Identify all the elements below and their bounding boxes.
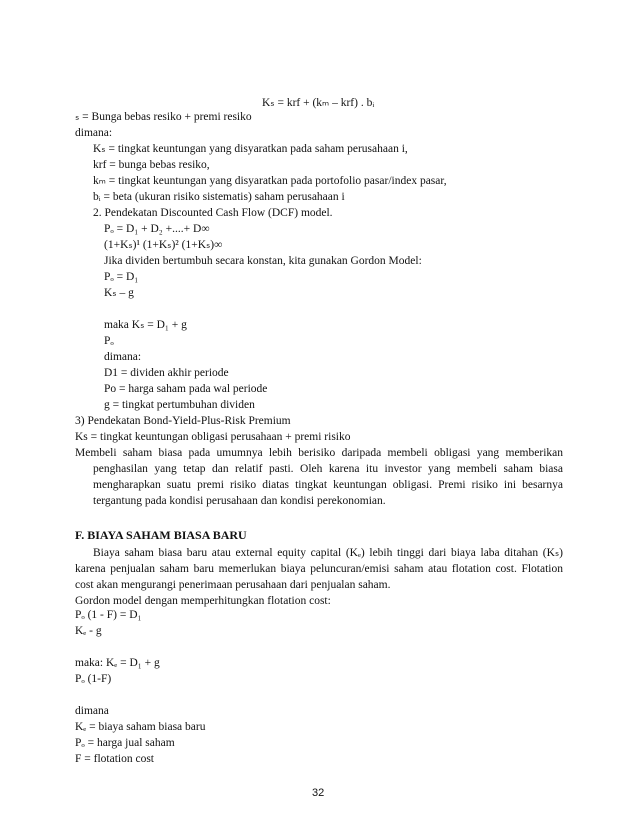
bond-yield-formula: Ks = tingkat keuntungan obligasi perusahaan + premi risiko (75, 431, 351, 443)
paragraph-line: cost akan mengurangi penerimaan perusahaan dari penjualan saham. (75, 579, 391, 591)
risk-free-definition: ₛ = Bunga bebas resiko + premi resiko (75, 111, 252, 123)
bond-yield-heading: 3) Pendekatan Bond-Yield-Plus-Risk Premium (75, 415, 291, 427)
definition-f: F = flotation cost (75, 753, 154, 765)
definition-po: Po = harga saham pada wal periode (104, 383, 268, 395)
page-number: 32 (312, 787, 325, 799)
section-heading: F. BIAYA SAHAM BIASA BARU (75, 528, 247, 542)
dcf-heading: 2. Pendekatan Discounted Cash Flow (DCF) model. (93, 207, 333, 219)
definition-bi: bᵢ = beta (ukuran risiko sistematis) saham perusahaan i (93, 191, 345, 203)
flotation-numerator: Pₒ (1 - F) = D₁ (75, 609, 142, 621)
paragraph-line: karena penjualan saham baru memerlukan biaya peluncuran/emisi saham atau flotation cost. Flotation (75, 563, 563, 575)
definition-krf: krf = bunga bebas resiko, (93, 159, 210, 171)
dimana-label-3: dimana (75, 705, 109, 717)
paragraph-line: mengharapkan suatu premi risiko diatas tingkat keuntungan obligasi. Premi risiko ini besarnya (93, 479, 563, 491)
paragraph-line: penghasilan yang tetap dan relatif pasti. Oleh karena itu investor yang membeli saham biasa (93, 463, 563, 475)
definition-g: g = tingkat pertumbuhan dividen (104, 399, 255, 411)
gordon-flotation-intro: Gordon model dengan memperhitungkan flotation cost: (75, 595, 331, 607)
ks-formula-numerator: maka Kₛ = D₁ + g (104, 319, 187, 331)
definition-d1: D1 = dividen akhir periode (104, 367, 229, 379)
gordon-denominator: Kₛ – g (104, 287, 134, 299)
capm-formula: Kₛ = krf + (kₘ – krf) . bᵢ (262, 97, 375, 109)
ke-formula-denominator: Pₒ (1-F) (75, 673, 112, 685)
dimana-label-2: dimana: (104, 351, 142, 363)
paragraph-line: Membeli saham biasa pada umumnya lebih berisiko daripada membeli obligasi yang memberikan (75, 447, 563, 459)
definition-ks: Kₛ = tingkat keuntungan yang disyaratkan pada saham perusahaan i, (93, 143, 408, 155)
ke-formula-numerator: maka: Kₑ = D₁ + g (75, 657, 160, 669)
paragraph-line: tergantung pada kondisi perusahaan dan kondisi perekonomian. (93, 495, 386, 507)
paragraph-line: Biaya saham biasa baru atau external equity capital (Kₑ) lebih tinggi dari biaya laba ditahan (Kₛ) (93, 547, 563, 559)
dcf-formula-numerator: Pₒ = D₁ + D₂ +....+ D∞ (104, 223, 210, 235)
definition-km: kₘ = tingkat keuntungan yang disyaratkan pada portofolio pasar/index pasar, (93, 175, 447, 187)
gordon-intro: Jika dividen bertumbuh secara konstan, kita gunakan Gordon Model: (104, 255, 422, 267)
ks-formula-denominator: Pₒ (104, 335, 114, 347)
dimana-label: dimana: (75, 127, 113, 139)
gordon-numerator: Pₒ = D₁ (104, 271, 139, 283)
definition-ke: Kₑ = biaya saham biasa baru (75, 721, 206, 733)
flotation-denominator: Kₑ - g (75, 625, 102, 637)
definition-po-sale: Pₒ = harga jual saham (75, 737, 175, 749)
dcf-formula-denominator: (1+Kₛ)¹ (1+Kₛ)² (1+Kₛ)∞ (104, 239, 223, 251)
